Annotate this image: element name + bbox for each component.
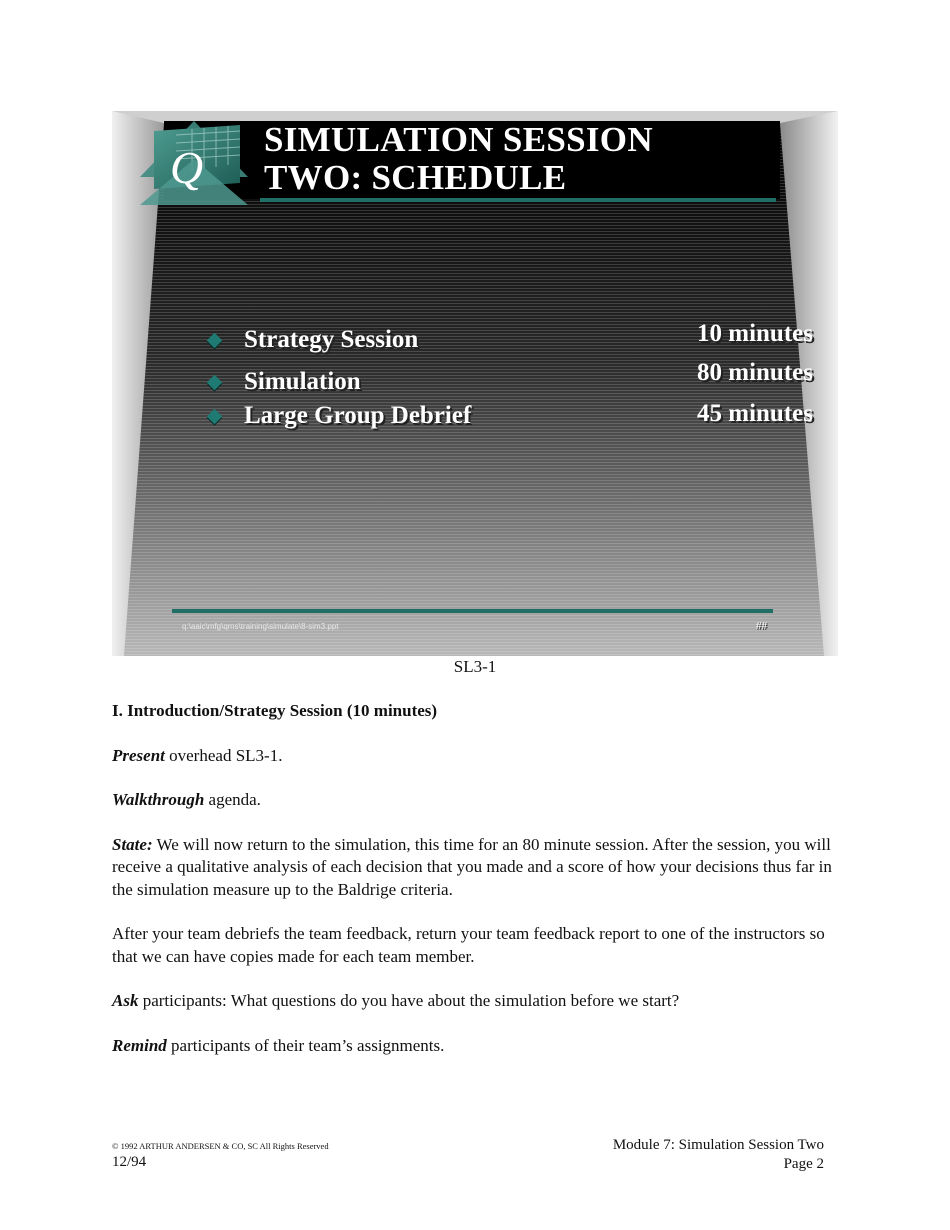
logo-letter: Q — [170, 142, 204, 193]
instruction-verb: Ask — [112, 991, 139, 1010]
revision-date: 12/94 — [112, 1154, 147, 1170]
instruction-verb: State: — [112, 834, 153, 854]
schedule-item-duration: 10 minutes — [697, 320, 813, 347]
title-underline — [260, 198, 776, 202]
copyright-notice: © 1992 ARTHUR ANDERSEN & CO, SC All Rights Reserved — [112, 1141, 329, 1151]
instruction-paragraph — [112, 834, 838, 902]
page-footer-right — [613, 1136, 824, 1174]
schedule-item-duration: 80 minutes — [697, 359, 813, 386]
instruction-verb: Walkthrough — [112, 790, 205, 809]
schedule-item-label: Large Group Debrief — [244, 402, 472, 429]
slide-title — [264, 121, 824, 197]
diamond-bullet-icon — [207, 332, 223, 348]
slide-title-line2: TWO: SCHEDULE — [264, 158, 567, 197]
section-heading: I. Introduction/Strategy Session (10 minutes) — [112, 701, 438, 720]
slide-file-path: q:\aaic\mfg\qms\training\simulate\8-sim3.ppt — [182, 622, 339, 631]
instruction-paragraph — [112, 789, 838, 812]
slide-title-line1: SIMULATION SESSION — [264, 120, 653, 159]
schedule-item-label: Strategy Session — [244, 326, 419, 353]
schedule-item-label: Simulation — [244, 368, 361, 395]
schedule-item — [207, 320, 813, 357]
instruction-paragraph — [112, 923, 838, 968]
diamond-bullet-icon — [207, 374, 223, 390]
module-title: Module 7: Simulation Session Two — [612, 1137, 824, 1153]
instruction-verb: Remind — [112, 1035, 167, 1055]
schedule-item-duration: 45 minutes — [697, 400, 813, 427]
instruction-paragraph — [112, 990, 838, 1013]
instruction-text: We will now return to the simulation, this time for an 80 minute session. After the session, you will receive a qualitative analysis of each decision that you made and a score of how your decisions thus far in the simulation measure up to the Baldrige criteria. — [112, 834, 832, 899]
instruction-text: agenda. — [204, 790, 261, 809]
instruction-text: participants: What questions do you have about the simulation before we start? — [138, 991, 680, 1010]
diamond-bullet-icon — [207, 408, 223, 424]
instruction-verb: Present — [112, 745, 165, 765]
schedule-item — [207, 399, 813, 433]
page-number: Page 2 — [783, 1156, 824, 1172]
slide-number: ## — [756, 621, 768, 632]
instruction-text: overhead SL3-1. — [164, 745, 283, 765]
overhead-slide — [112, 111, 838, 656]
instructor-notes — [112, 700, 838, 1079]
slide-footer-bar — [172, 609, 773, 613]
instruction-text: After your team debriefs the team feedback, return your team feedback report to one of the instructors so that we can have copies made for each team member. — [112, 924, 825, 966]
instruction-text: participants of their team’s assignments. — [166, 1035, 445, 1055]
schedule-item — [207, 359, 813, 399]
qms-logo — [136, 121, 266, 209]
slide-caption: SL3-1 — [453, 657, 497, 676]
instruction-paragraph — [112, 1035, 838, 1058]
page-footer-left — [112, 1141, 329, 1171]
instruction-paragraph — [112, 745, 838, 768]
